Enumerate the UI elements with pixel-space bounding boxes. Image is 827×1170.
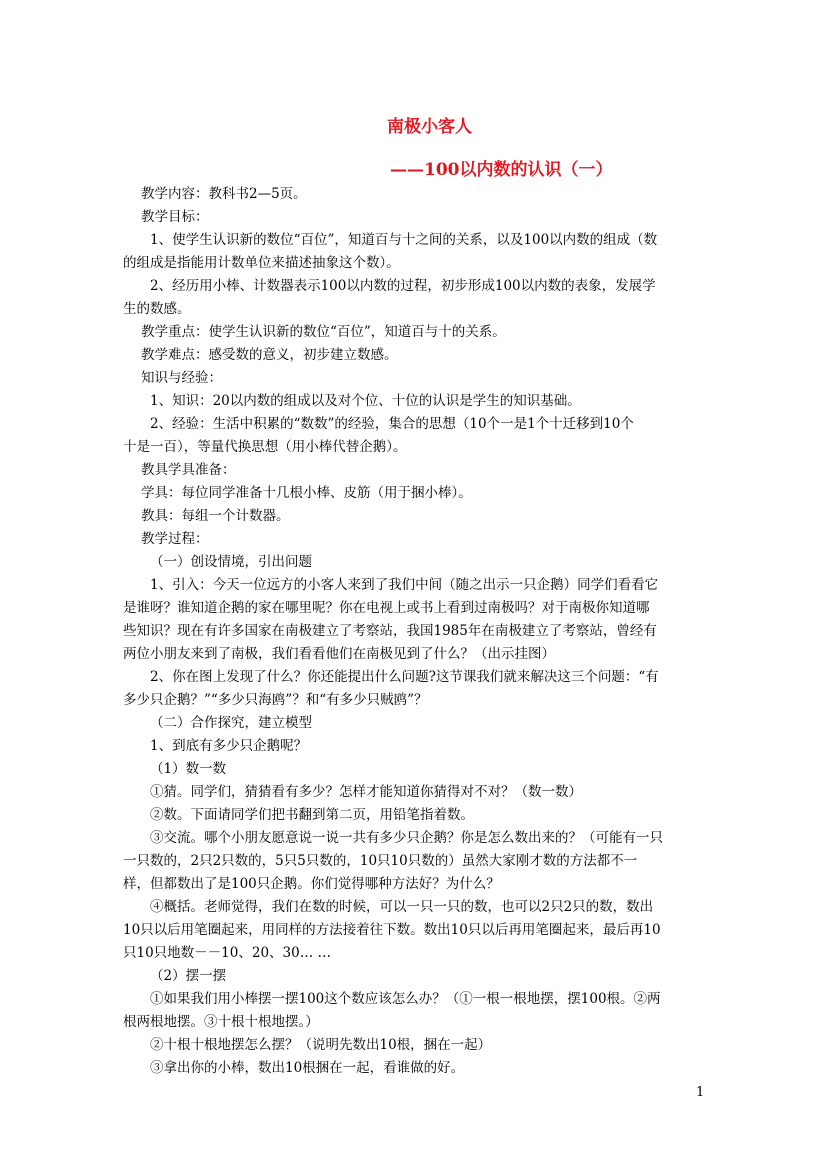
body-line: 2、经验：生活中积累的“数数”的经验，集合的思想（10个一是1个十迁移到10个 bbox=[150, 416, 634, 432]
body-line: 是谁呀？谁知道企鹅的家在哪里呢？你在电视上或书上看到过南极吗？对于南极你知道哪 bbox=[123, 600, 650, 616]
body-line: ③拿出你的小棒，数出10根捆在一起，看谁做的好。 bbox=[150, 1060, 465, 1076]
body-line: 知识与经验： bbox=[141, 370, 222, 386]
body-line: 教具学具准备： bbox=[141, 462, 236, 478]
body-line: 只10只地数－－10、20、30… … bbox=[123, 945, 332, 961]
body-line: 1、使学生认识新的数位“百位”，知道百与十之间的关系，以及100以内数的组成（数 bbox=[150, 232, 658, 248]
body-line: （二）合作探究，建立模型 bbox=[150, 715, 312, 731]
page-number: 1 bbox=[696, 1085, 705, 1100]
body-line: （一）创设情境，引出问题 bbox=[150, 554, 312, 570]
body-line: 样，但都数出了是100只企鹅。你们觉得哪种方法好？为什么？ bbox=[123, 876, 500, 892]
body-line: （2）摆一摆 bbox=[150, 968, 227, 984]
body-line: 根两根地摆。③十根十根地摆。） bbox=[123, 1014, 319, 1030]
body-line: 两位小朋友来到了南极，我们看看他们在南极见到了什么？（出示挂图） bbox=[123, 646, 555, 662]
body-line: ②数。下面请同学们把书翻到第二页，用铅笔指着数。 bbox=[150, 807, 474, 823]
document-subtitle: ——100以内数的认识（一） bbox=[390, 160, 613, 180]
body-line: ①猜。同学们，猜猜看有多少？怎样才能知道你猜得对不对？（数一数） bbox=[150, 784, 582, 800]
document-title: 南极小客人 bbox=[387, 117, 472, 137]
document-body bbox=[123, 183, 705, 1080]
body-line: 教学过程： bbox=[141, 531, 209, 547]
body-line: 教学目标： bbox=[141, 209, 209, 225]
body-line: ②十根十根地摆怎么摆？（说明先数出10根，捆在一起） bbox=[150, 1037, 492, 1053]
body-line: 教学难点：感受数的意义，初步建立数感。 bbox=[141, 347, 398, 363]
body-line: 1、引入：今天一位远方的小客人来到了我们中间（随之出示一只企鹅）同学们看看它 bbox=[150, 577, 659, 593]
body-line: 一只数的，2只2只数的，5只5只数的，10只10只数的）虽然大家刚才数的方法都不一 bbox=[123, 853, 638, 869]
body-line: 10只以后用笔圈起来，用同样的方法接着往下数。数出10只以后再用笔圈起来，最后再10 bbox=[123, 922, 661, 938]
body-line: 1、知识：20以内数的组成以及对个位、十位的认识是学生的知识基础。 bbox=[150, 393, 581, 409]
body-line: 十是一百），等量代换思想（用小棒代替企鹅）。 bbox=[123, 439, 407, 455]
body-line: 教学内容：教科书2—5页。 bbox=[141, 186, 307, 202]
body-line: 学具：每位同学准备十几根小棒、皮筋（用于捆小棒）。 bbox=[141, 485, 472, 501]
body-line: （1）数一数 bbox=[150, 761, 227, 777]
body-line: 教学重点：使学生认识新的数位“百位”，知道百与十的关系。 bbox=[141, 324, 506, 340]
body-line: 1、到底有多少只企鹅呢？ bbox=[150, 738, 308, 754]
body-line: 教具：每组一个计数器。 bbox=[141, 508, 290, 524]
body-line: ③交流。哪个小朋友愿意说一说一共有多少只企鹅？你是怎么数出来的？（可能有一只 bbox=[150, 830, 663, 846]
body-line: 2、经历用小棒、计数器表示100以内数的过程，初步形成100以内数的表象，发展学 bbox=[150, 278, 656, 294]
body-line: 生的数感。 bbox=[123, 301, 191, 317]
body-line: 些知识？现在有许多国家在南极建立了考察站，我国1985年在南极建立了考察站，曾经有 bbox=[123, 623, 657, 639]
body-line: 多少只企鹅？”“多少只海鸥”？和“有多少只贼鸥”？ bbox=[123, 692, 428, 708]
body-line: 的组成是指能用计数单位来描述抽象这个数）。 bbox=[123, 255, 400, 271]
body-line: ①如果我们用小棒摆一摆100这个数应该怎么办？（①一根一根地摆，摆100根。②两 bbox=[150, 991, 661, 1007]
body-line: ④概括。老师觉得，我们在数的时候，可以一只一只的数，也可以2只2只的数，数出 bbox=[150, 899, 654, 915]
body-line: 2、你在图上发现了什么？你还能提出什么问题?这节课我们就来解决这三个问题：“有 bbox=[150, 669, 659, 685]
